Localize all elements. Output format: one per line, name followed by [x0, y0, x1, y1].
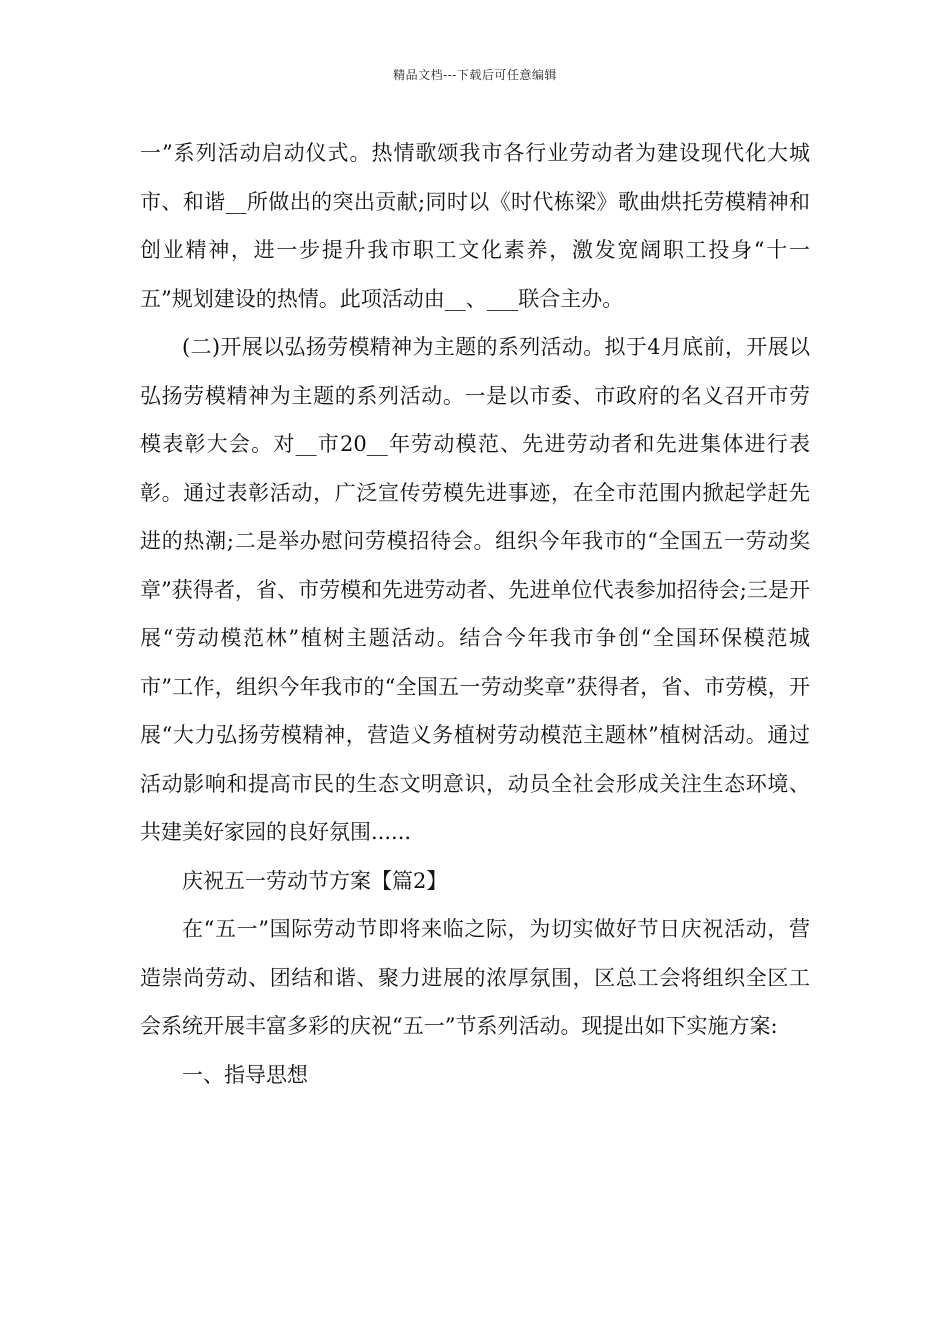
paragraph-continuation: 一”系列活动启动仪式。热情歌颂我市各行业劳动者为建设现代化大城市、和谐__所做出的突出贡献;同时以《时代栋梁》歌曲烘托劳模精神和创业精神，进一步提升我市职工文化素养，激发宽阔职工投身“十一五”规划建设的热情。此项活动由__、___联合主办。: [140, 141, 810, 311]
paragraph-intro: 在“五一”国际劳动节即将来临之际，为切实做好节日庆祝活动，营造崇尚劳动、团结和谐、聚力进展的浓厚氛围，区总工会将组织全区工会系统开展丰富多彩的庆祝“五一”节系列活动。现提出如下实施方案:: [140, 917, 810, 1038]
document-body: [140, 129, 810, 1099]
section-heading-plan-2: 庆祝五一劳动节方案【篇2】: [182, 868, 448, 893]
section-heading-guiding-thought: 一、指导思想: [182, 1062, 308, 1087]
page-header: 精品文档---下载后可任意编辑: [393, 68, 557, 82]
paragraph-section-two: (二)开展以弘扬劳模精神为主题的系列活动。拟于4月底前，开展以弘扬劳模精神为主题的系列活动。一是以市委、市政府的名义召开市劳模表彰大会。对__市20__年劳动模范、先进劳动者和先进集体进行表彰。通过表彰活动，广泛宣传劳模先进事迹，在全市范围内掀起学赶先进的热潮;二是举办慰问劳模招待会。组织今年我市的“全国五一劳动奖章”获得者，省、市劳模和先进劳动者、先进单位代表参加招待会;三是开展“劳动模范林”植树主题活动。结合今年我市争创“全国环保模范城市”工作，组织今年我市的“全国五一劳动奖章”获得者，省、市劳模，开展“大力弘扬劳模精神，营造义务植树劳动模范主题林”植树活动。通过活动影响和提高市民的生态文明意识，动员全社会形成关注生态环境、共建美好家园的良好氛围......: [140, 335, 810, 844]
